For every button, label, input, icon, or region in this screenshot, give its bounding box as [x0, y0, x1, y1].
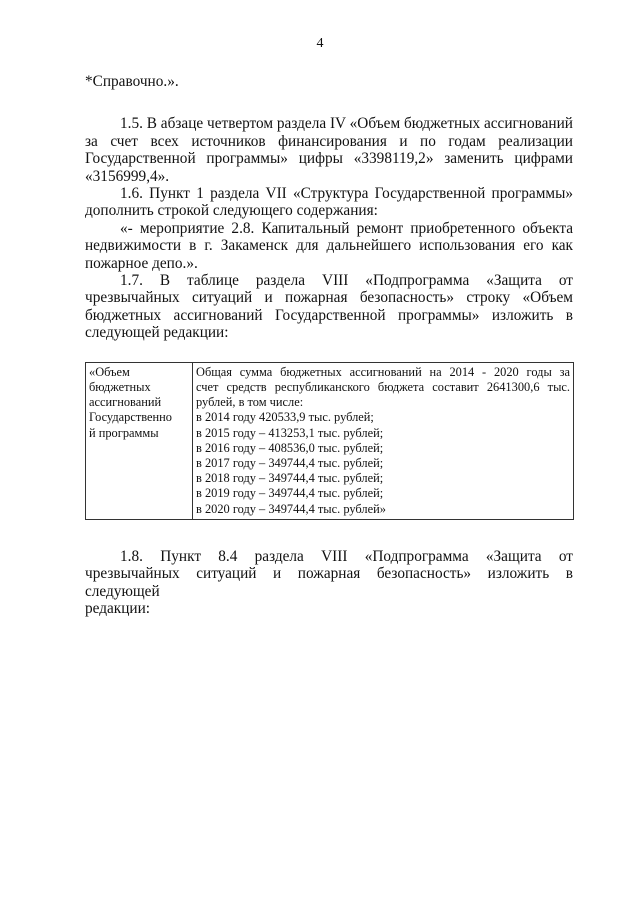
table-cell-value — [193, 362, 574, 519]
table-row — [86, 362, 574, 519]
year-line: в 2016 году – 408536,0 тыс. рублей; — [196, 440, 384, 455]
year-line: в 2019 году – 349744,4 тыс. рублей; — [196, 486, 384, 501]
paragraph-line: недвижимости в г. Закаменск для дальнейшего использования его как — [85, 237, 573, 255]
paragraph-line: за счет всех источников финансирования и по годам реализации — [85, 132, 573, 150]
paragraph-line: Государственной программы» цифры «3398119,2» заменить цифрами — [85, 150, 573, 168]
budget-table — [85, 362, 574, 520]
paragraph-line: пожарное депо.». — [85, 254, 198, 272]
year-line: в 2014 году 420533,9 тыс. рублей; — [196, 410, 374, 425]
document-body — [85, 73, 573, 617]
year-line: в 2015 году – 413253,1 тыс. рублей; — [196, 425, 384, 440]
paragraph-line: чрезвычайных ситуаций и пожарная безопасность» строку «Объем — [85, 289, 573, 307]
paragraph-1-6 — [85, 185, 573, 272]
paragraph-line: чрезвычайных ситуаций и пожарная безопасность» изложить в следующей — [85, 565, 573, 600]
paragraph-1-8 — [85, 548, 573, 618]
paragraph-1-5 — [85, 115, 573, 185]
cell-line: ассигнований — [89, 395, 162, 410]
year-line: в 2020 году – 349744,4 тыс. рублей» — [196, 501, 386, 516]
paragraph-line: 1.7. В таблице раздела VIII «Подпрограмма «Защита от — [120, 272, 573, 290]
year-line: в 2017 году – 349744,4 тыс. рублей; — [196, 455, 384, 470]
year-line: в 2018 году – 349744,4 тыс. рублей; — [196, 471, 384, 486]
page-number: 4 — [316, 36, 324, 51]
paragraph-line: «3156999,4». — [85, 167, 170, 185]
paragraph-line: бюджетных ассигнований Государственной программы» изложить в — [85, 306, 573, 324]
paragraph-line: 1.5. В абзаце четвертом раздела IV «Объем бюджетных ассигнований — [120, 115, 573, 133]
paragraph-line: 1.8. Пункт 8.4 раздела VIII «Подпрограмма «Защита от — [120, 547, 573, 565]
paragraph-1-7 — [85, 272, 573, 342]
paragraph-line: следующей редакции: — [85, 324, 229, 342]
cell-line: бюджетных — [89, 379, 151, 394]
table-cell-label — [86, 362, 193, 519]
paragraph-line: 1.6. Пункт 1 раздела VII «Структура Государственной программы» — [120, 185, 573, 203]
cell-line: счет средств республиканского бюджета составит 2641300,6 тыс. — [196, 379, 570, 394]
paragraph-note: *Справочно.». — [85, 73, 179, 90]
paragraph-line: «- мероприятие 2.8. Капитальный ремонт приобретенного объекта — [120, 219, 573, 237]
cell-line: «Объем — [89, 364, 130, 379]
cell-line: рублей, в том числе: — [196, 395, 304, 410]
cell-line: Общая сумма бюджетных ассигнований на 2014 - 2020 годы за — [196, 364, 570, 379]
paragraph-line: дополнить строкой следующего содержания: — [85, 202, 378, 220]
cell-line: й программы — [89, 425, 159, 440]
cell-line: Государственно — [89, 410, 172, 425]
paragraph-line: редакции: — [85, 599, 151, 617]
